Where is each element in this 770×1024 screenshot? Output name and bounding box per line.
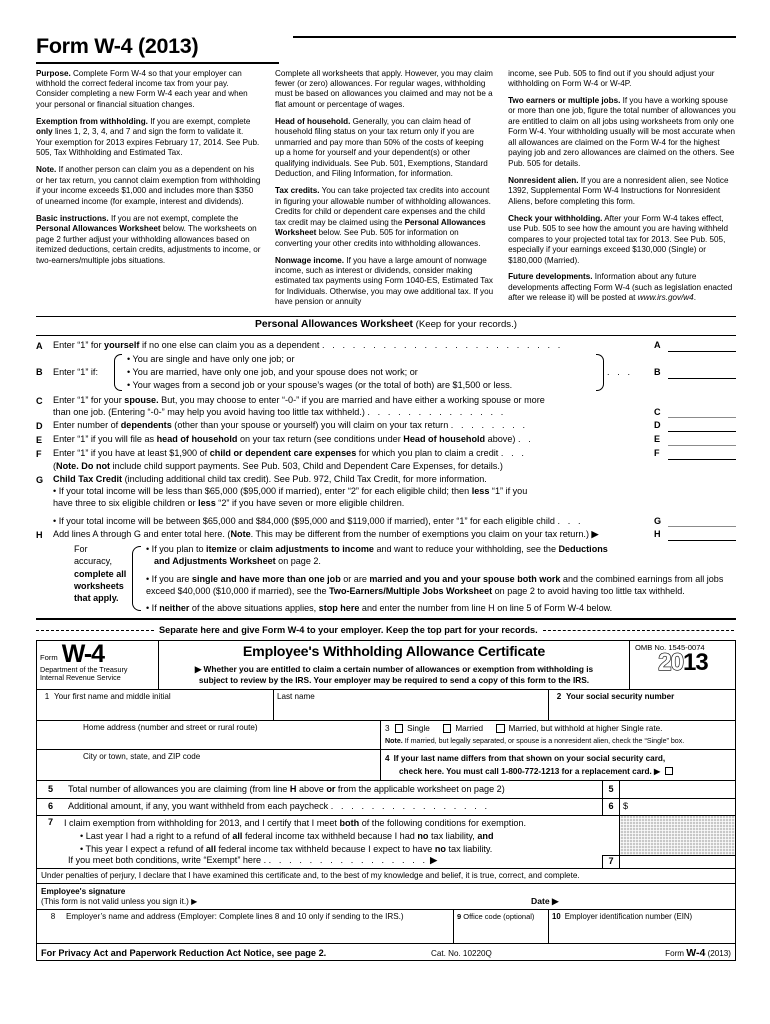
office-code-label: Office code (optional) — [463, 911, 535, 921]
para-purpose — [36, 69, 261, 111]
dashed-line-left — [36, 630, 154, 631]
line-f-input[interactable] — [668, 447, 736, 460]
certificate-header — [37, 641, 735, 691]
para-nonwage — [275, 256, 494, 308]
employee-signature-sublabel: (This form is not valid unless you sign it.) ▶ — [41, 897, 198, 907]
para-check-withholding — [508, 214, 736, 266]
line-f-letter: F — [36, 449, 42, 460]
line-b-letter: B — [36, 366, 43, 377]
line-d-input[interactable] — [668, 419, 736, 432]
line-d-text: Enter number of dependents (other than your spouse or yourself) you will claim on your tax return . . . . . . . . — [53, 420, 528, 431]
instructions-column-1 — [36, 69, 275, 308]
line-5-row — [37, 781, 735, 798]
para-taxcredits-head: Tax credits. — [274, 186, 320, 196]
accuracy-condition-3: • If neither of the above situations applies, stop here and enter the number from line H on line 5 of Form W-4 below. — [146, 603, 613, 614]
line-6-box-number: 6 — [602, 799, 619, 815]
line-b-input[interactable] — [668, 366, 736, 379]
employer-info-row — [37, 910, 735, 944]
ein-cell[interactable] — [549, 910, 735, 943]
accuracy-label-line1: For accuracy, — [74, 544, 113, 567]
tax-year — [635, 648, 731, 676]
status-option-single: Single — [407, 723, 430, 733]
instructions-column-3 — [508, 69, 736, 308]
line-g-input[interactable] — [668, 514, 736, 527]
line-b-condition-1: • You are single and have only one job; or — [127, 353, 295, 364]
employer-name-address-cell[interactable] — [37, 910, 454, 943]
line-7-row — [37, 816, 735, 869]
line-e-text: Enter “1” if you will file as head of household on your tax return (see conditions under Head of household above) . . — [53, 434, 534, 445]
line-5-text: Total number of allowances you are claiming (from line H above or from the applicable worksheet on page 2) — [68, 783, 505, 794]
line-a-letter: A — [36, 340, 43, 351]
line-7-intro — [64, 817, 615, 830]
line-6-row — [37, 799, 735, 816]
catalog-number: Cat. No. 10220Q — [431, 949, 492, 959]
para-taxcredits: Tax credits. You can take projected tax credits into account in figuring your allowable number of withholding allowances. Credits for child or dependent care expenses and the child tax credit may be claimed using the Personal Allowances Worksheet below. See Pub. 505 for information on converting your other credits into withholding allowances. — [274, 186, 491, 248]
date-label: Date ▶ — [531, 896, 559, 907]
personal-allowances-worksheet — [36, 316, 736, 620]
footer-form-label: Form — [665, 949, 687, 959]
line-a-text: Enter “1” for yourself if no one else can claim you as a dependent . . . . . . . . . . . . . . . . . . . . . . . . — [53, 339, 563, 350]
name-differs-text-2: check here. You must call 1-800-772-1213 for a replacement card. ▶ — [399, 767, 661, 777]
worksheet-line-e — [36, 433, 736, 446]
line-7-conditions — [64, 816, 619, 856]
checkbox-name-differs[interactable] — [665, 767, 674, 776]
para-check-withholding-head: Check your withholding. — [508, 213, 603, 223]
instructions-column-2 — [275, 69, 508, 308]
footer-form-year: (2013) — [705, 949, 731, 959]
top-divider-right — [293, 36, 736, 38]
worksheet-line-d — [36, 419, 736, 432]
para-nonresident-body: If you are a nonresident alien, see Notice 1392, Supplemental Form W-4 Instructions for Nonresident Aliens, before completing this form. — [508, 175, 729, 206]
worksheet-heading — [36, 316, 736, 336]
para-future-dev-head: Future developments. — [508, 272, 593, 282]
field-1-number: 1 — [44, 691, 50, 701]
para-basic-head: Basic instructions. — [36, 213, 109, 223]
worksheet-line-a — [36, 339, 736, 352]
line-6-label: Additional amount, if any, you want withheld from each paycheck — [68, 801, 329, 812]
worksheet-heading-bold: Personal Allowances Worksheet — [255, 319, 413, 331]
brace-left-icon — [111, 353, 122, 393]
accuracy-condition-1: • If you plan to itemize or claim adjustments to income and want to reduce your withholding, see the Deductions and Adjustments Worksheet on page 2. — [146, 544, 608, 567]
line-7-exempt-text: If you meet both conditions, write “Exempt” here . . . . . . . . . . . . . . . . . ▶ — [68, 855, 438, 866]
form-identity-block — [37, 641, 159, 690]
para-exemption-head: Exemption from withholding. — [36, 116, 148, 126]
accuracy-brace-icon — [128, 543, 140, 614]
first-name-label: Your first name and middle initial — [54, 691, 171, 701]
employer-name-address-label: Employer’s name and address (Employer: Complete lines 8 and 10 only if sending to the IRS.) — [66, 911, 404, 921]
office-code-cell[interactable] — [454, 910, 549, 943]
line-g-right-letter: G — [654, 515, 662, 526]
line-h-text: Add lines A through G and enter total here. (Note. This may be different from the number of exemptions you claim on your tax return.) ▶ — [53, 529, 599, 540]
para-two-earners-head: Two earners or multiple jobs. — [508, 95, 621, 105]
form-label: Form — [40, 653, 58, 663]
accuracy-label — [36, 543, 128, 614]
marital-status-note — [385, 737, 731, 746]
line-d-right-letter: D — [654, 420, 661, 431]
field-10-number: 10 — [552, 911, 561, 921]
w4-certificate — [36, 640, 736, 962]
line-7-input[interactable] — [619, 855, 735, 867]
line-b-right-letter: B — [654, 366, 661, 377]
para-note — [36, 165, 261, 207]
agency-line-1: Department of the Treasury — [40, 664, 128, 674]
para-exemption: Exemption from withholding. If you are exempt, complete only lines 1, 2, 3, 4, and 7 and sign the form to validate it. Your exemption for 2013 expires February 17, 2014. See Pub. 505, Tax Withholding and Estimated Tax. — [36, 116, 260, 158]
line-6-input[interactable] — [619, 799, 735, 815]
para-hoh-body: Generally, you can claim head of household filing status on your tax return only if you are unmarried and pay more than 50% of the costs of keeping up a home for yourself and your dependent(s) or other qualifying individuals. See Pub. 501, Exemptions, Standard Deduction, and Filing Information, for information. — [274, 116, 488, 179]
home-address-cell[interactable] — [37, 721, 381, 749]
line-7-exempt-label: If you meet both conditions, write “Exempt” here . — [68, 855, 267, 866]
field-2-number: 2 — [556, 691, 562, 701]
first-name-cell[interactable] — [37, 690, 274, 720]
accuracy-conditions — [140, 543, 736, 614]
line-7-bullet-2: • This year I expect a refund of all federal income tax withheld because I expect to have no tax liability. — [80, 843, 493, 854]
home-address-label: Home address (number and street or rural route) — [83, 723, 258, 733]
agency-name — [40, 665, 155, 684]
para-two-earners-body: If you have a working spouse or more than one job, figure the total number of allowances you are entitled to claim on all jobs using worksheets from only one Form W-4. Your withholding usually will be most accurate when all allowances are claimed on the Form W-4 for the highest paying job and zero allowances are claimed on the others. See Pub. 505 for details. — [508, 95, 736, 168]
line-c-letter: C — [36, 396, 43, 407]
field-4-number: 4 — [385, 754, 390, 764]
accuracy-label-line4: that apply. — [74, 593, 119, 604]
dashed-line-right — [543, 630, 734, 631]
separate-here-text: Separate here and give Form W-4 to your employer. Keep the top part for your records. — [159, 625, 538, 636]
line-e-letter: E — [36, 435, 43, 446]
date-cell[interactable] — [531, 887, 731, 907]
line-7-exempt-row — [37, 855, 735, 867]
last-name-label: Last name — [277, 691, 315, 701]
line-7-intro-b: of the following conditions for exemption. — [359, 817, 526, 828]
privacy-act-notice: For Privacy Act and Paperwork Reduction Act Notice, see page 2. — [41, 948, 327, 959]
ssn-label: Your social security number — [566, 691, 675, 701]
marital-status-cell — [381, 721, 735, 749]
footer-form-number: W-4 — [686, 947, 706, 960]
line-6-currency-symbol: $ — [623, 801, 629, 812]
line-h-letter: H — [36, 530, 43, 541]
line-g-text: Child Tax Credit (including additional child tax credit). See Pub. 972, Child Tax Credit, for more information. • If your total income will be less than $65,000 ($95,000 if married), enter “2” for each eligible child; then less “1” if you have three to six eligible children or less “2” if you have seven or more eligible children. • If your total income will be between $65,000 and $84,000 ($95,000 and $119,000 if married), enter “1” for each eligible child . . . — [53, 473, 584, 526]
checkbox-married-higher-single-rate[interactable] — [496, 724, 505, 733]
worksheet-line-c — [36, 394, 736, 418]
form-footer — [37, 944, 735, 960]
accuracy-label-line2: complete all — [74, 568, 127, 579]
line-e-right-letter: E — [654, 434, 661, 445]
para-purpose-body: Complete Form W-4 so that your employer can withhold the correct federal income tax from your pay. Consider completing a new Form W-4 each year and when your personal or financial situation changes. — [36, 68, 248, 109]
name-differs-cell — [381, 750, 735, 780]
name-ssn-row — [37, 690, 735, 721]
para-hoh — [275, 117, 494, 180]
page-title: Form W-4 (2013) — [36, 34, 199, 58]
line-6-number: 6 — [47, 801, 54, 812]
line-5-number: 5 — [47, 783, 54, 794]
certificate-subtitle-line-2: subject to review by the IRS. Your employer may be required to send a copy of this form to the IRS. — [198, 675, 590, 686]
line-e-input[interactable] — [668, 433, 736, 446]
para-nonwage-head: Nonwage income. — [274, 255, 345, 265]
line-c-right-letter: C — [654, 407, 661, 418]
marital-status-note-label: Note. — [385, 736, 403, 745]
line-g-letter: G — [36, 474, 44, 485]
accuracy-condition-2: • If you are single and have more than one job or are married and you and your spouse both work and the combined earnings from all jobs exceed $40,000 ($10,000 if married), see the Two-Earners/Multiple Jobs Worksheet on page 2 to avoid having too little tax withheld. — [146, 573, 724, 596]
line-f-text: Enter “1” if you have at least $1,900 of child or dependent care expenses for which you plan to claim a credit . . . (Note. Do not include child support payments. See Pub. 503, Child and Dependent Care Expenses, for details.) — [53, 448, 527, 471]
name-differs-text-1: If your last name differs from that shown on your social security card, — [393, 754, 666, 764]
address-status-row — [37, 721, 735, 750]
certificate-subtitle — [167, 664, 621, 686]
signature-row — [37, 884, 735, 910]
line-b-condition-3: • Your wages from a second job or your spouse’s wages (or the total of both) are $1,500 or less. — [127, 379, 513, 390]
tax-year-digits: 13 — [683, 648, 708, 676]
worksheet-line-g — [36, 473, 736, 527]
certificate-title: Employee's Withholding Allowance Certificate — [242, 643, 546, 660]
para-nonwage-body: If you have a large amount of nonwage income, such as interest or dividends, consider making estimated tax payments using Form 1040-ES, Estimated Tax for Individuals. Otherwise, you may owe additional tax. If you have pension or annuity — [274, 255, 494, 307]
line-b-dots: . . . — [607, 366, 633, 377]
line-a-input[interactable] — [668, 339, 736, 352]
form-number: W-4 — [61, 639, 105, 668]
line-7-shaded-area — [619, 816, 735, 856]
para-two-earners — [508, 96, 736, 169]
marital-status-options — [385, 724, 731, 734]
para-hoh-head: Head of household. — [274, 116, 351, 126]
city-state-zip-cell[interactable] — [37, 750, 381, 780]
brace-right-icon — [596, 353, 607, 393]
employee-signature-label: Employee's signature — [41, 887, 126, 897]
certificate-title-block — [159, 641, 629, 690]
line-7-intro-bold: both — [339, 817, 360, 828]
name-differs-line-2 — [385, 765, 731, 778]
line-h-right-letter: H — [654, 529, 661, 540]
field-8-number: 8 — [50, 911, 56, 921]
status-option-married: Married — [455, 723, 484, 733]
line-7-box-number: 7 — [602, 855, 619, 867]
certificate-subtitle-line-1: ▶ Whether you are entitled to claim a certain number of allowances or exemption from withholding is — [194, 664, 594, 675]
para-purpose-head: Purpose. — [36, 68, 71, 78]
line-h-input[interactable] — [668, 528, 736, 541]
line-7-bullet-1: • Last year I had a right to a refund of all federal income tax withheld because I had no tax liability, and — [80, 830, 494, 841]
para-nonresident-head: Nonresident alien. — [508, 175, 579, 185]
para-check-withholding-body: After your Form W-4 takes effect, use Pub. 505 to see how the amount you are having withheld compares to your projected total tax for 2013. See Pub. 505, especially if your earnings exceed $130,000 (Single) or $180,000 (Married). — [508, 213, 729, 265]
para-future-dev: Future developments. Information about any future developments affecting Form W-4 (such as legislation enacted after we release it) will be posted at www.irs.gov/w4. — [508, 272, 733, 303]
ssn-cell[interactable] — [549, 690, 735, 720]
para-note-head: Note. — [36, 165, 57, 175]
para-basic: Basic instructions. If you are not exempt, complete the Personal Allowances Worksheet below. The worksheets on page 2 further adjust your withholding allowances based on itemized deductions, certain credits, adjustments to income, or two-earners/multiple jobs situations. — [36, 213, 261, 265]
line-c-text: Enter “1” for your spouse. But, you may choose to enter “-0-” if you are married and have either a working spouse or more than one job. (Entering “-0-” may help you avoid having too little tax withheld.) . . . . . . . . . . . . . . — [53, 395, 545, 418]
accuracy-block — [36, 543, 736, 614]
marital-status-note-text: If married, but legally separated, or spouse is a nonresident alien, check the “Single” box. — [402, 736, 685, 745]
checkbox-single[interactable] — [395, 724, 404, 733]
field-3-number: 3 — [385, 723, 390, 733]
line-5-box-number: 5 — [602, 781, 619, 797]
line-d-letter: D — [36, 421, 43, 432]
line-a-right-letter: A — [654, 339, 661, 350]
worksheet-bottom-divider — [36, 618, 736, 620]
worksheet-line-f — [36, 447, 736, 471]
line-c-input[interactable] — [668, 405, 736, 418]
line-b-condition-2: • You are married, have only one job, and your spouse does not work; or — [127, 366, 418, 377]
para-nonresident — [508, 176, 736, 207]
para-complete-ws: Complete all worksheets that apply. However, you may claim fewer (or zero) allowances. For regular wages, withholding must be based on allowances you claimed and may not be a flat amount or percentage of wages. — [274, 68, 493, 109]
checkbox-married[interactable] — [443, 724, 452, 733]
para-note-body: If another person can claim you as a dependent on his or her tax return, you cannot claim exemption from withholding if your income exceeds $1,000 and includes more than $350 of unearned income (for example, interest and dividends). — [36, 165, 261, 206]
footer-form-id — [581, 947, 731, 960]
title-divider — [36, 62, 279, 64]
omb-year-block — [629, 641, 735, 690]
employee-signature-cell[interactable] — [41, 887, 531, 907]
line-b-intro: Enter “1” if: — [53, 366, 98, 377]
line-f-right-letter: F — [654, 448, 660, 459]
tax-year-century: 20 — [658, 648, 683, 676]
worksheet-line-b — [36, 353, 736, 393]
ein-label: Employer identification number (EIN) — [564, 911, 693, 921]
line-7-number: 7 — [47, 816, 54, 827]
field-9-number: 9 — [457, 911, 462, 921]
name-differs-line-1 — [385, 752, 731, 765]
city-state-zip-label: City or town, state, and ZIP code — [83, 752, 201, 762]
accuracy-label-line3: worksheets — [74, 581, 124, 592]
line-b-conditions — [122, 353, 596, 393]
worksheet-heading-note: (Keep for your records.) — [412, 319, 517, 331]
last-name-cell[interactable] — [274, 690, 549, 720]
line-7-intro-a: I claim exemption from withholding for 2013, and I certify that I meet — [64, 817, 340, 828]
status-option-married-higher: Married, but withhold at higher Single rate. — [508, 723, 663, 733]
line-5-input[interactable] — [619, 781, 735, 797]
worksheet-line-h — [36, 528, 736, 541]
line-6-text: Additional amount, if any, you want withheld from each paycheck . . . . . . . . . . . . . . . . — [68, 801, 490, 812]
agency-line-2: Internal Revenue Service — [40, 673, 121, 683]
city-lastname-diff-row — [37, 750, 735, 781]
omb-number: OMB No. 1545-0074 — [635, 642, 705, 652]
para-pension-income: income, see Pub. 505 to find out if you should adjust your withholding on Form W-4 or W-4P. — [508, 68, 715, 88]
perjury-statement: Under penalties of perjury, I declare that I have examined this certificate and, to the best of my knowledge and belief, it is true, correct, and complete. — [37, 869, 735, 885]
separate-here-row — [36, 625, 734, 636]
instructions-section — [0, 0, 770, 308]
